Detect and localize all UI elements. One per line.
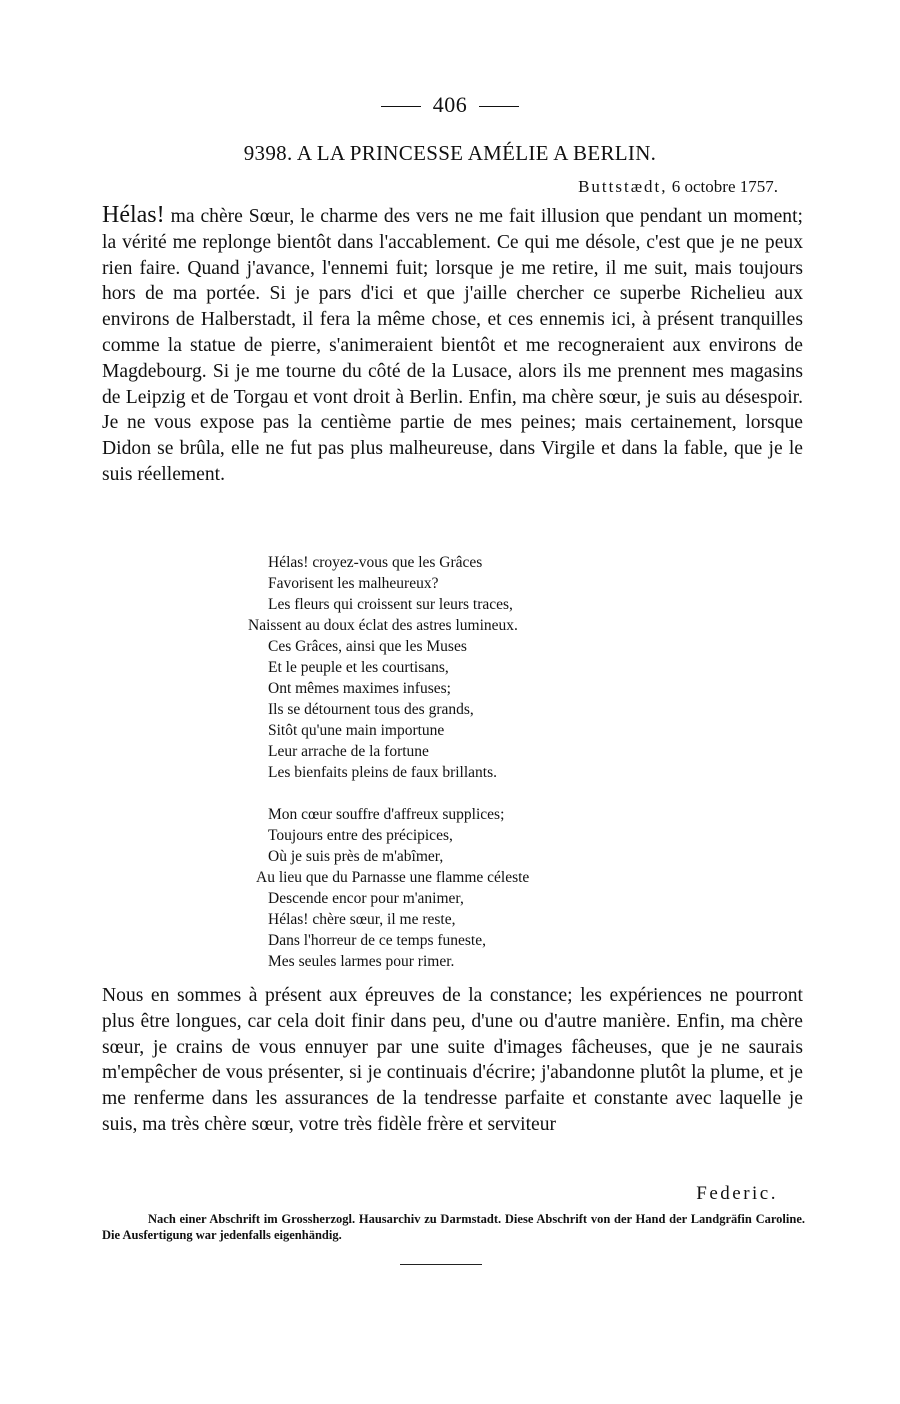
paragraph-initial-word: Hélas! <box>102 202 165 228</box>
poem-line: Mon cœur souffre d'affreux supplices; <box>268 806 505 823</box>
poem-line: Ces Grâces, ainsi que les Muses <box>268 638 467 655</box>
poem-line: Et le peuple et les courtisans, <box>268 659 449 676</box>
poem-line: Toujours entre des précipices, <box>268 827 453 844</box>
poem-line: Favorisent les malheureux? <box>268 575 439 592</box>
poem-line: Descende encor pour m'animer, <box>268 890 464 907</box>
signature: Federic. <box>696 1183 778 1204</box>
poem-line: Hélas! croyez-vous que les Grâces <box>268 554 483 571</box>
poem-line: Naissent au doux éclat des astres lumineux. <box>248 617 518 634</box>
poem-line: Au lieu que du Parnasse une flamme céleste <box>256 869 530 886</box>
poem-line: Sitôt qu'une main importune <box>268 722 445 739</box>
poem-line: Mes seules larmes pour rimer. <box>268 953 455 970</box>
dateline-date: 6 octobre 1757. <box>671 177 778 196</box>
footnote-text: Nach einer Abschrift im Grossherzogl. Hausarchiv zu Darmstadt. Diese Abschrift von der Hand der Landgräfin Caroline. Die Ausfertigung war jedenfalls eigenhändig. <box>102 1212 805 1242</box>
dateline <box>578 177 778 197</box>
page-number <box>0 92 900 118</box>
end-rule <box>400 1264 482 1265</box>
poem-line: Ont mêmes maximes infuses; <box>268 680 451 697</box>
letter-heading: 9398. A LA PRINCESSE AMÉLIE A BERLIN. <box>243 141 657 165</box>
letter-paragraph-1 <box>102 203 803 488</box>
dash-left <box>381 106 421 107</box>
poem-stanza-2 <box>248 804 668 972</box>
poem-stanza-1 <box>248 552 668 783</box>
letter-paragraph-2: Nous en sommes à présent aux épreuves de la constance; les expériences ne pourront plus être longues, car cela doit finir dans peu, d'une ou d'autre manière. Enfin, ma chère sœur, je crains de vous ennuyer par une suite d'images fâcheuses, que je ne saurais m'empêcher de vous présenter, si je continuais d'écrire; j'abandonne plutôt la plume, et je me renferme dans les assurances de la tendresse parfaite et constante avec laquelle je suis, ma très chère sœur, votre très fidèle frère et serviteur <box>102 985 803 1135</box>
paragraph-1-text: ma chère Sœur, le charme des vers ne me fait illusion que pendant un moment; la vérité me replonge bientôt dans l'accablement. Ce qui me désole, c'est que je ne peux rien faire. Quand j'avance, l'ennemi fuit; lorsque je me retire, il me suit, mais toujours hors de ma portée. Si je pars d'ici et que j'aille chercher ce superbe Richelieu aux environs de Halberstadt, il fera la même chose, et ces ennemis ici, à présent tranquilles comme la statue de pierre, s'animeraient bientôt et me recogneraient aux environs de Magdebourg. Si je me tourne du côté de la Lusace, alors ils me prennent mes magasins de Leipzig et de Torgau et vont droit à Berlin. Enfin, ma chère sœur, je suis au désespoir. Je ne vous expose pas la centième partie de mes peines; mais certainement, lorsque Didon se brûla, elle ne fut pas plus malheureuse, dans Virgile et dans la fable, que je le suis réellement. <box>102 206 803 485</box>
dateline-place: Buttstædt, <box>578 177 668 196</box>
poem-line: Dans l'horreur de ce temps funeste, <box>268 932 486 949</box>
source-footnote <box>102 1211 805 1243</box>
poem-line: Les fleurs qui croissent sur leurs traces, <box>268 596 513 613</box>
poem-line: Où je suis près de m'abîmer, <box>268 848 444 865</box>
poem-line: Les bienfaits pleins de faux brillants. <box>268 764 497 781</box>
dash-right <box>479 106 519 107</box>
page-number-text: 406 <box>432 92 468 117</box>
poem-line: Leur arrache de la fortune <box>268 743 429 760</box>
poem-line: Hélas! chère sœur, il me reste, <box>268 911 456 928</box>
poem-line: Ils se détournent tous des grands, <box>268 701 474 718</box>
